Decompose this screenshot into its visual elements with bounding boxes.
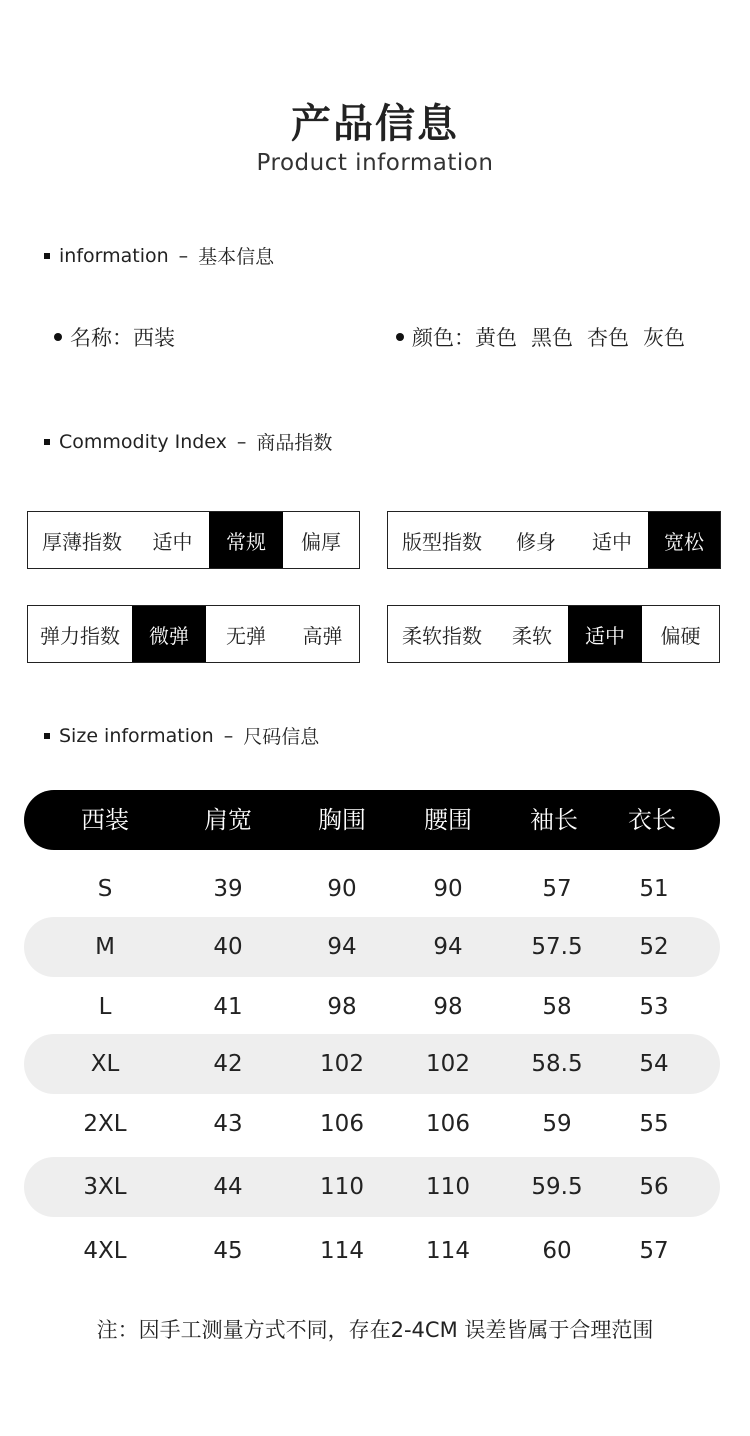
measurement-note: 注：因手工测量方式不同，存在2-4CM 误差皆属于合理范围	[96, 1318, 654, 1342]
table-cell: 90	[433, 876, 463, 902]
index-option: 修身	[516, 529, 556, 554]
section-heading-commodity-index	[44, 428, 332, 455]
table-row	[24, 977, 720, 1037]
index-option: 适中	[152, 529, 193, 554]
table-cell: 39	[213, 876, 243, 902]
table-cell-size: 3XL	[83, 1174, 127, 1200]
color-option: 黑色	[531, 326, 573, 350]
index-option: 偏硬	[660, 623, 701, 648]
column-header: 胸围	[318, 806, 366, 834]
product-name	[54, 322, 175, 352]
index-box-elasticity	[27, 605, 360, 663]
index-box-thickness	[27, 511, 360, 569]
table-cell: 43	[213, 1111, 243, 1137]
index-option: 高弹	[302, 623, 343, 648]
square-bullet-icon	[44, 439, 50, 445]
table-cell: 41	[213, 994, 243, 1020]
product-colors	[396, 322, 685, 352]
column-header: 腰围	[424, 806, 472, 834]
table-row	[24, 1094, 720, 1154]
dash-separator: –	[223, 724, 234, 747]
column-header: 西装	[81, 806, 129, 834]
table-cell: 53	[639, 994, 669, 1020]
size-table-header	[24, 790, 720, 850]
table-cell: 57	[542, 876, 572, 902]
section-heading-basic-info	[44, 242, 274, 269]
dash-separator: –	[236, 430, 247, 453]
index-label: 柔软指数	[402, 623, 482, 648]
dot-bullet-icon	[396, 333, 404, 341]
index-label: 版型指数	[402, 529, 482, 554]
table-cell-size: M	[95, 934, 115, 960]
table-cell: 59.5	[531, 1174, 583, 1200]
table-cell: 110	[320, 1174, 364, 1200]
table-cell: 102	[426, 1051, 470, 1077]
table-cell: 52	[639, 934, 669, 960]
table-cell: 60	[542, 1238, 572, 1264]
section-heading-en: information	[59, 244, 169, 267]
table-cell: 59	[542, 1111, 572, 1137]
table-cell: 94	[327, 934, 357, 960]
table-cell: 40	[213, 934, 243, 960]
section-heading-cn: 基本信息	[198, 246, 275, 268]
index-box-softness	[387, 605, 720, 663]
section-heading-en: Commodity Index	[59, 430, 227, 453]
index-option-selected: 适中	[568, 606, 642, 662]
index-option-selected: 宽松	[648, 512, 720, 568]
square-bullet-icon	[44, 253, 50, 259]
table-cell: 42	[213, 1051, 243, 1077]
table-cell-size: S	[97, 876, 113, 902]
product-name-text: 名称：西装	[70, 326, 175, 350]
table-cell: 58.5	[531, 1051, 583, 1077]
color-label: 颜色：	[412, 326, 475, 350]
index-label: 弹力指数	[40, 623, 120, 648]
page-title: 产品信息	[291, 101, 459, 147]
square-bullet-icon	[44, 733, 50, 739]
color-option: 黄色	[475, 326, 517, 350]
table-cell: 98	[433, 994, 463, 1020]
column-header: 衣长	[628, 806, 676, 834]
index-option: 适中	[592, 529, 632, 554]
table-cell: 57	[639, 1238, 669, 1264]
table-cell: 51	[639, 876, 669, 902]
index-option: 无弹	[226, 623, 266, 648]
section-heading-cn: 商品指数	[256, 432, 333, 454]
table-cell: 114	[320, 1238, 364, 1264]
table-cell: 57.5	[531, 934, 583, 960]
column-header: 肩宽	[204, 806, 252, 834]
color-option: 灰色	[643, 326, 685, 350]
table-cell: 45	[213, 1238, 243, 1264]
section-heading-cn: 尺码信息	[243, 726, 320, 748]
table-cell: 44	[213, 1174, 243, 1200]
table-row	[24, 1034, 720, 1094]
table-cell: 114	[426, 1238, 470, 1264]
color-option: 杏色	[587, 326, 629, 350]
index-option: 偏厚	[301, 529, 341, 554]
table-cell: 94	[433, 934, 463, 960]
table-cell-size: 4XL	[83, 1238, 127, 1264]
section-heading-en: Size information	[59, 724, 214, 747]
table-cell: 110	[426, 1174, 470, 1200]
index-box-fit	[387, 511, 721, 569]
index-option-selected: 微弹	[132, 606, 206, 662]
index-option: 柔软	[512, 623, 552, 648]
table-cell-size: L	[98, 994, 112, 1020]
section-heading-size-info	[44, 722, 319, 749]
table-row	[24, 1221, 720, 1281]
table-cell: 58	[542, 994, 572, 1020]
table-row	[24, 1157, 720, 1217]
table-cell: 102	[320, 1051, 364, 1077]
table-cell: 56	[639, 1174, 669, 1200]
index-label: 厚薄指数	[42, 529, 122, 554]
table-cell: 54	[639, 1051, 669, 1077]
dash-separator: –	[178, 244, 189, 267]
table-cell-size: 2XL	[83, 1111, 127, 1137]
dot-bullet-icon	[54, 333, 62, 341]
column-header: 袖长	[530, 806, 578, 834]
index-option-selected: 常规	[209, 512, 283, 568]
table-cell-size: XL	[90, 1051, 120, 1077]
table-row	[24, 859, 720, 919]
table-cell: 55	[639, 1111, 669, 1137]
table-cell: 106	[320, 1111, 364, 1137]
page-subtitle: Product information	[256, 150, 494, 176]
table-cell: 90	[327, 876, 357, 902]
table-cell: 98	[327, 994, 357, 1020]
table-cell: 106	[426, 1111, 470, 1137]
table-row	[24, 917, 720, 977]
